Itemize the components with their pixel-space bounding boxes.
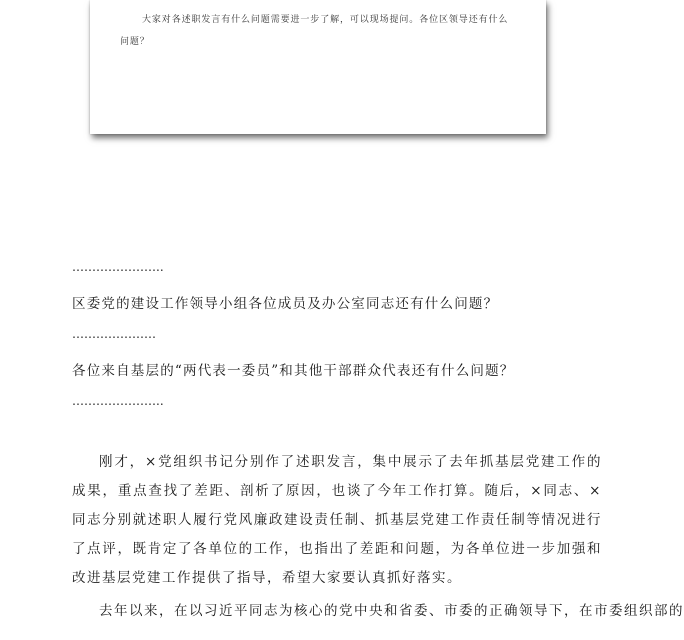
ellipsis-separator: …………………..: [72, 394, 164, 408]
document-body: [72, 255, 684, 626]
body-paragraph: 刚才，×党组织书记分别作了述职发言，集中展示了去年抓基层党建工作的成果，重点查找了差距、剖析了原因，也谈了今年工作打算。随后，×同志、×同志分别就述职人履行党风廉政建设责任制、抓基层党建工作责任制等情况进行了点评，既肯定了各单位的工作，也指出了差距和问题，为各单位进一步加强和改进基层党建工作提供了指导，希望大家要认真抓好落实。: [72, 454, 602, 586]
question-line: 各位来自基层的“两代表一委员”和其他干部群众代表还有什么问题？: [72, 363, 515, 379]
ellipsis-separator: …………………: [72, 327, 156, 341]
question-line: 区委党的建设工作领导小组各位成员及办公室同志还有什么问题？: [72, 296, 499, 312]
document-page-preview: [90, 0, 546, 134]
preview-paragraph: 大家对各述职发言有什么问题需要进一步了解，可以现场提问。各位区领导还有什么问题？: [120, 15, 509, 47]
ellipsis-separator: …………………..: [72, 260, 164, 274]
body-paragraph: 去年以来，在以习近平同志为核心的党中央和省委、市委的正确领导下，在市委组织部的: [99, 603, 684, 619]
